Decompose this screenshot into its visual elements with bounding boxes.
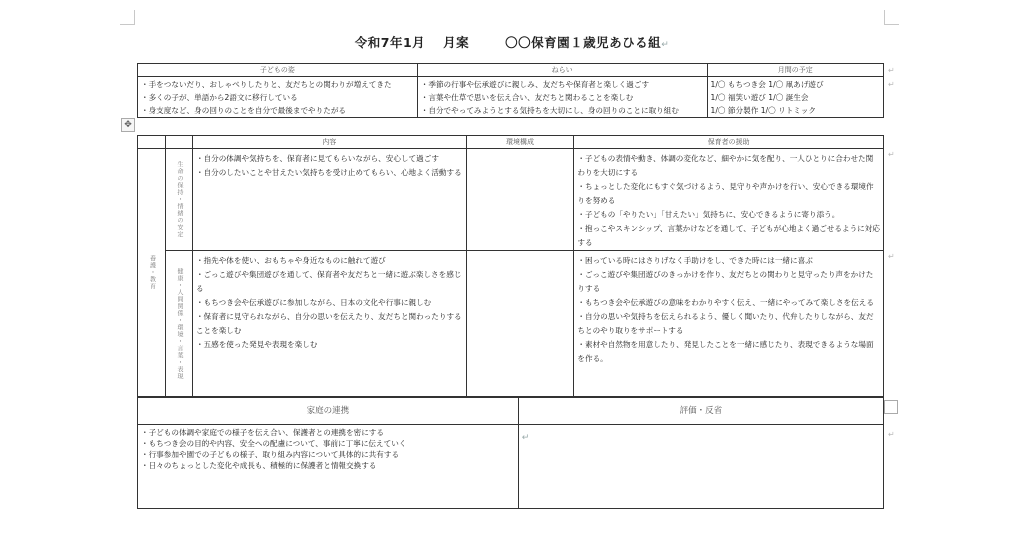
support-cell[interactable] <box>574 149 884 251</box>
support-item: ・ごっこ遊びや集団遊びのきっかけを作り、友だちとの関わりと見守ったり声をかけたりする <box>577 270 874 293</box>
family-evaluation-body-row <box>138 425 884 509</box>
header-blank-2 <box>165 136 192 149</box>
overview-header-row <box>138 64 884 77</box>
paragraph-mark-icon: ↵ <box>521 433 530 443</box>
children-state-cell[interactable] <box>138 77 418 118</box>
environment-cell[interactable] <box>466 149 574 251</box>
document-title <box>0 33 1024 51</box>
children-state-item: ・多くの子が、単語から2語文に移行している <box>141 93 298 102</box>
table-resize-handle[interactable] <box>884 400 898 414</box>
environment-cell[interactable] <box>466 251 574 397</box>
family-item: ・日々のちょっとした変化や成長も、積極的に保護者と情報交換する <box>141 461 377 470</box>
page-corner-mark-top-left <box>120 10 135 25</box>
aims-cell[interactable] <box>417 77 707 118</box>
aim-item: ・自分でやってみようとする気持ちを大切にし、身の回りのことに取り組む <box>420 106 679 115</box>
header-evaluation: 評価・反省 <box>518 398 883 425</box>
children-state-item: ・手をつないだり、おしゃべりしたりと、友だちとの関わりが増えてきた <box>141 80 392 89</box>
overview-table <box>137 63 884 118</box>
family-item: ・行事参加や園での子どもの様子、取り組み内容について具体的に共有する <box>141 450 400 459</box>
table-move-handle-icon[interactable]: ✥ <box>121 118 135 132</box>
paragraph-mark-icon: ↵ <box>661 40 670 50</box>
evaluation-cell[interactable] <box>518 425 883 509</box>
category-label-care: 生命の保持・情緒の安定 <box>165 149 192 251</box>
support-item: ・素材や自然物を用意したり、発見したことを一緒に感じたり、表現できるような場面を作る。 <box>577 340 874 363</box>
support-item: ・抱っこやスキンシップ、言葉かけなどを通して、子どもが心地よく過ごせるように対応する <box>577 224 880 247</box>
family-item: ・子どもの体調や家庭での様子を伝え合い、保護者との連携を密にする <box>141 428 384 437</box>
support-item: ・子どもの表情や動き、体調の変化など、細やかに気を配り、一人ひとりに合わせた関わりを大切にする <box>577 154 874 177</box>
plan-detail-table <box>137 135 884 397</box>
paragraph-mark-icon: ↵ <box>888 150 895 159</box>
support-cell[interactable] <box>574 251 884 397</box>
header-family: 家庭の連携 <box>138 398 519 425</box>
title-class: 〇〇保育園１歳児あひる組 <box>505 35 662 50</box>
title-type: 月案 <box>443 35 470 50</box>
header-aims: ねらい <box>417 64 707 77</box>
content-cell[interactable] <box>192 149 466 251</box>
category-label-education: 健康・人間関係・環境・言葉・表現 <box>165 251 192 397</box>
support-item: ・困っている時にはさりげなく手助けをし、できた時には一緒に喜ぶ <box>577 256 813 265</box>
content-item: ・ごっこ遊びや集団遊びを通して、保育者や友だちと一緒に遊ぶ楽しさを感じる <box>195 270 462 293</box>
children-state-item: ・身支度など、身の回りのことを自分で最後までやりたがる <box>141 106 347 115</box>
header-content: 内容 <box>192 136 466 149</box>
content-item: ・自分のしたいことや甘えたい気持ちを受け止めてもらい、心地よく活動する <box>195 168 462 177</box>
support-item: ・子どもの「やりたい」「甘えたい」気持ちに、安心できるように寄り添う。 <box>577 210 840 219</box>
header-environment: 環境構成 <box>466 136 574 149</box>
content-item: ・五感を使った発見や表現を楽しむ <box>195 340 318 349</box>
content-item: ・保育者に見守られながら、自分の思いを伝えたり、友だちと関わったりすることを楽しむ <box>195 312 462 335</box>
header-blank-1 <box>138 136 166 149</box>
content-item: ・もちつき会や伝承遊びに参加しながら、日本の文化や行事に親しむ <box>195 298 432 307</box>
paragraph-mark-icon: ↵ <box>888 80 895 89</box>
support-item: ・もちつき会や伝承遊びの意味をわかりやすく伝え、一緒にやってみて楽しさを伝える <box>577 298 874 307</box>
detail-row-education <box>138 251 884 397</box>
support-item: ・ちょっとした変化にもすぐ気づけるよう、見守りや声かけを行い、安心できる環境作りを努める <box>577 182 874 205</box>
page-corner-mark-top-right <box>884 10 899 25</box>
schedule-item: 1/〇 節分製作 1/〇 リトミック <box>710 106 816 115</box>
schedule-item: 1/〇 福笑い遊び 1/〇 誕生会 <box>710 93 809 102</box>
content-item: ・指先や体を使い、おもちゃや身近なものに触れて遊び <box>195 256 386 265</box>
content-cell[interactable] <box>192 251 466 397</box>
overview-body-row <box>138 77 884 118</box>
detail-header-row <box>138 136 884 149</box>
support-item: ・自分の思いや気持ちを伝えられるよう、優しく聞いたり、代弁したりしながら、友だちとのやり取りをサポートする <box>577 312 874 335</box>
schedule-item: 1/〇 もちつき会 1/〇 凧あげ遊び <box>710 80 824 89</box>
detail-row-care <box>138 149 884 251</box>
paragraph-mark-icon: ↵ <box>888 430 895 439</box>
outer-category-label: 養護・教育 <box>138 149 166 397</box>
title-date: 令和7年1月 <box>354 35 426 50</box>
header-support: 保育者の援助 <box>574 136 884 149</box>
family-evaluation-table <box>137 397 884 509</box>
aim-item: ・言葉や仕草で思いを伝え合い、友だちと関わることを楽しむ <box>420 93 634 102</box>
content-item: ・自分の体調や気持ちを、保育者に見てもらいながら、安心して過ごす <box>195 154 439 163</box>
aim-item: ・季節の行事や伝承遊びに親しみ、友だちや保育者と楽しく過ごす <box>420 80 650 89</box>
header-schedule: 月間の予定 <box>707 64 883 77</box>
family-cell[interactable] <box>138 425 519 509</box>
header-children-state: 子どもの姿 <box>138 64 418 77</box>
family-item: ・もちつき会の目的や内容、安全への配慮について、事前に丁寧に伝えていく <box>141 439 407 448</box>
paragraph-mark-icon: ↵ <box>888 252 895 261</box>
paragraph-mark-icon: ↵ <box>888 66 895 75</box>
family-evaluation-header-row <box>138 398 884 425</box>
schedule-cell[interactable] <box>707 77 883 118</box>
